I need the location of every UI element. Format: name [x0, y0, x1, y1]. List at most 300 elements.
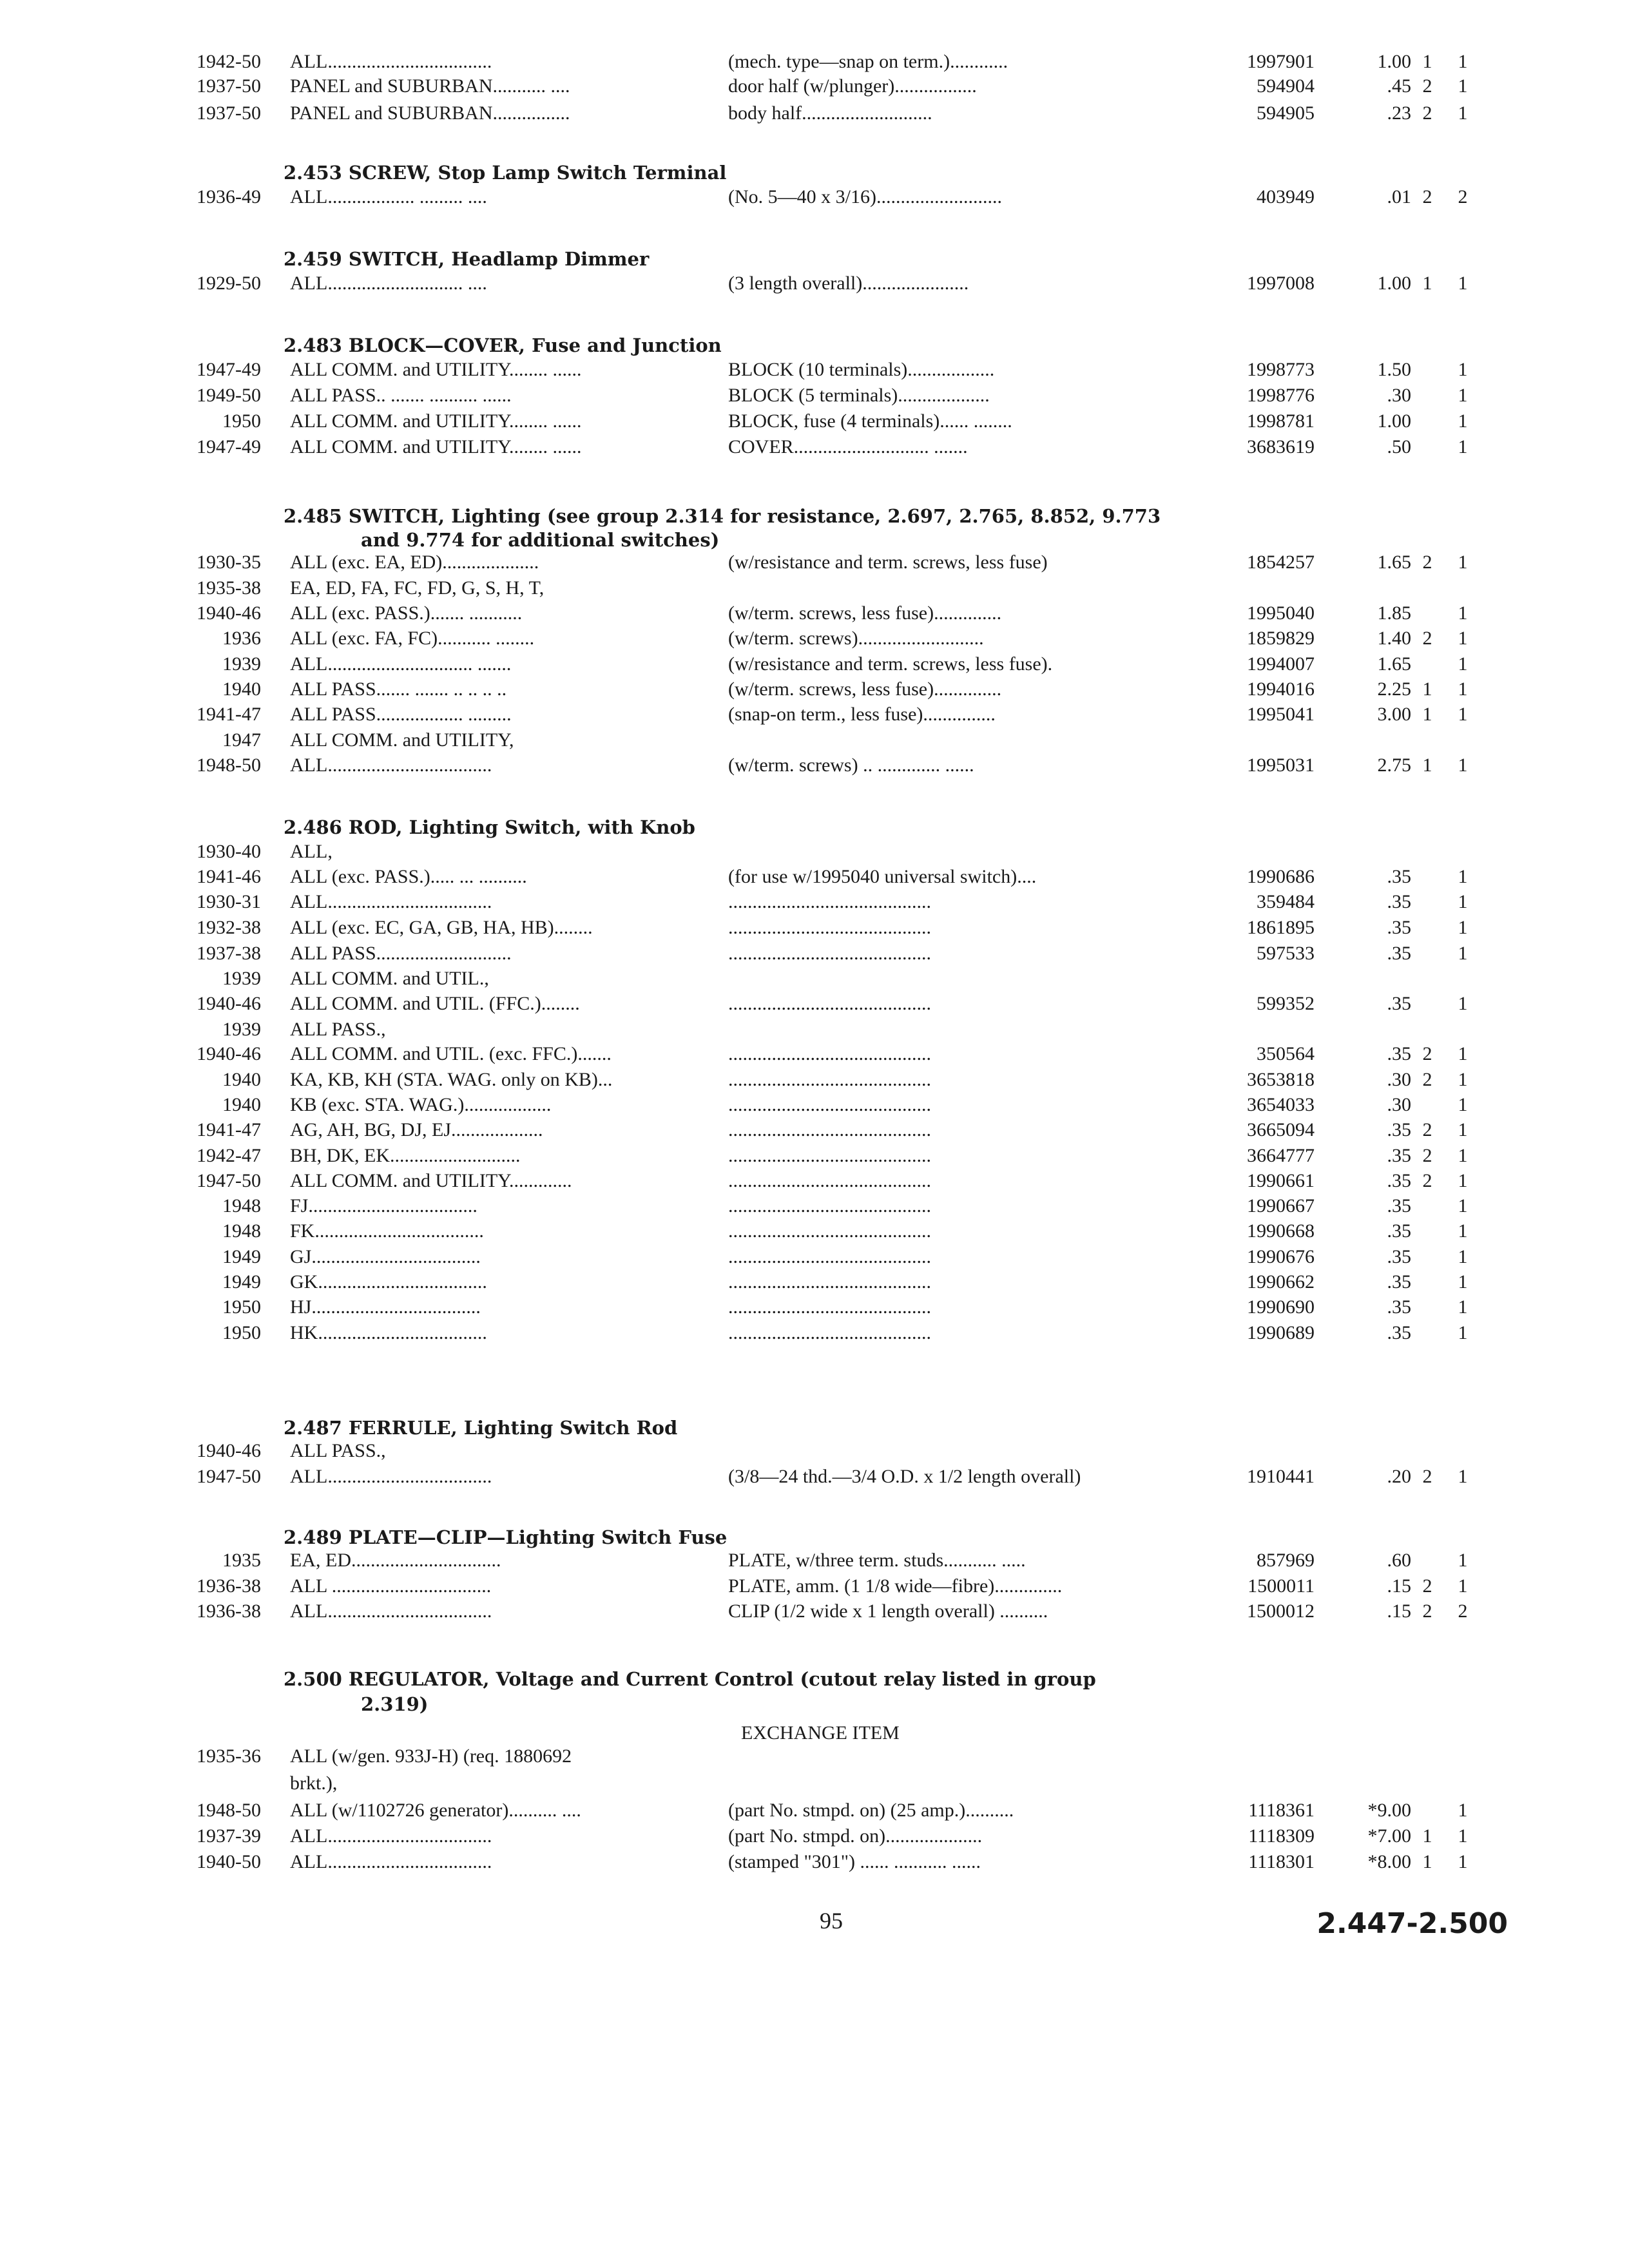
cell-price: 1.50 [1377, 359, 1411, 380]
cell-model: ALL.................................. [290, 1851, 492, 1872]
cell-part: 1500012 [1247, 1600, 1315, 1622]
cell-years: 1948-50 [197, 1800, 261, 1821]
cell-model: ALL PASS............................ [290, 943, 512, 964]
parts-row [0, 1464, 1629, 1490]
cell-desc: (part No. stmpd. on) (25 amp.).......... [728, 1800, 1014, 1821]
cell-desc: .......................................... [728, 1271, 931, 1293]
cell-model: ALL PASS....... ....... .. .. .. .. [290, 678, 507, 700]
page-range: 2.447-2.500 [1316, 1907, 1508, 1940]
cell-model: KB (exc. STA. WAG.).................. [290, 1094, 552, 1115]
cell-model: AG, AH, BG, DJ, EJ................... [290, 1119, 543, 1140]
cell-model: ALL COMM. and UTIL., [290, 968, 489, 989]
cell-q1: 1 [1422, 1825, 1432, 1847]
cell-desc: (No. 5—40 x 3/16).......................... [728, 186, 1002, 207]
cell-q2: 1 [1458, 410, 1468, 432]
parts-row [0, 184, 1629, 210]
cell-model: FK................................... [290, 1220, 484, 1242]
cell-q2: 1 [1458, 273, 1468, 294]
parts-row [0, 1548, 1629, 1573]
cell-q2: 1 [1458, 628, 1468, 649]
cell-price: .50 [1387, 436, 1411, 457]
cell-years: 1947-50 [197, 1170, 261, 1191]
parts-row [0, 626, 1629, 651]
cell-price: 2.75 [1377, 754, 1411, 776]
cell-price: .60 [1387, 1550, 1411, 1571]
cell-q2: 1 [1458, 1246, 1468, 1267]
cell-price: 3.00 [1377, 704, 1411, 725]
cell-years: 1937-50 [197, 102, 261, 124]
parts-row [0, 966, 1629, 992]
cell-q1: 2 [1422, 1043, 1432, 1064]
cell-desc: COVER............................ ....... [728, 436, 968, 457]
cell-part: 1995031 [1247, 754, 1315, 776]
cell-q2: 1 [1458, 917, 1468, 938]
cell-years: 1947-50 [197, 1466, 261, 1487]
cell-years: 1950 [222, 1322, 261, 1343]
cell-years: 1936 [222, 628, 261, 649]
cell-years: 1939 [222, 968, 261, 989]
section-heading: 2.500 REGULATOR, Voltage and Current Control (cutout relay listed in group [284, 1668, 1096, 1690]
cell-price: *8.00 [1367, 1851, 1411, 1872]
parts-row [0, 991, 1629, 1017]
parts-row [0, 941, 1629, 966]
cell-q2: 1 [1458, 1322, 1468, 1343]
cell-desc: .......................................... [728, 891, 931, 912]
cell-years: 1929-50 [197, 273, 261, 294]
cell-part: 403949 [1257, 186, 1315, 207]
cell-years: 1940 [222, 1069, 261, 1090]
cell-desc: (mech. type—snap on term.)............ [728, 51, 1008, 72]
cell-part: 1910441 [1247, 1466, 1315, 1487]
cell-price: 1.00 [1377, 273, 1411, 294]
parts-row [0, 727, 1629, 753]
cell-model: FJ................................... [290, 1195, 477, 1216]
cell-model: BH, DK, EK........................... [290, 1145, 521, 1166]
cell-years: 1930-40 [197, 841, 261, 862]
cell-part: 1990689 [1247, 1322, 1315, 1343]
cell-model: ALL (exc. PASS.)....... ........... [290, 602, 523, 624]
cell-model: ALL COMM. and UTILITY, [290, 729, 514, 751]
cell-years: 1936-38 [197, 1600, 261, 1622]
cell-q2: 1 [1458, 102, 1468, 124]
parts-row [0, 1117, 1629, 1143]
parts-row [0, 1573, 1629, 1599]
cell-desc: (3 length overall)...................... [728, 273, 969, 294]
cell-years: 1939 [222, 653, 261, 675]
parts-row [0, 357, 1629, 383]
cell-model: ALL.................................. [290, 1825, 492, 1847]
cell-model: ALL.................................. [290, 754, 492, 776]
parts-row [0, 1798, 1629, 1823]
cell-years: 1949 [222, 1246, 261, 1267]
parts-row [0, 1294, 1629, 1320]
parts-row [0, 601, 1629, 626]
cell-desc: (w/term. screws, less fuse).............. [728, 678, 1002, 700]
parts-row [0, 49, 1629, 75]
parts-row [0, 1744, 1629, 1769]
cell-price: 1.65 [1377, 552, 1411, 573]
cell-model: ALL COMM. and UTIL. (FFC.)........ [290, 993, 580, 1014]
cell-price: .30 [1387, 1069, 1411, 1090]
cell-q2: 1 [1458, 51, 1468, 72]
cell-model: PANEL and SUBURBAN................ [290, 102, 570, 124]
cell-model: GK................................... [290, 1271, 487, 1293]
cell-q2: 1 [1458, 1119, 1468, 1140]
cell-q2: 1 [1458, 1825, 1468, 1847]
cell-desc: .......................................... [728, 1170, 931, 1191]
section-heading-continuation: and 9.774 for additional switches) [361, 529, 720, 551]
cell-years: 1947 [222, 729, 261, 751]
cell-price: 1.40 [1377, 628, 1411, 649]
cell-price: .35 [1387, 943, 1411, 964]
cell-desc: .......................................... [728, 1145, 931, 1166]
cell-model: ALL.................................. [290, 891, 492, 912]
parts-row [0, 702, 1629, 727]
cell-desc: .......................................... [728, 1220, 931, 1242]
cell-q2: 1 [1458, 1069, 1468, 1090]
parts-row [0, 839, 1629, 865]
cell-part: 3664777 [1247, 1145, 1315, 1166]
cell-years: 1940 [222, 1094, 261, 1115]
parts-row [0, 383, 1629, 408]
cell-q2: 1 [1458, 704, 1468, 725]
cell-price: .35 [1387, 1043, 1411, 1064]
cell-q1: 2 [1422, 1170, 1432, 1191]
section-heading: 2.485 SWITCH, Lighting (see group 2.314 for resistance, 2.697, 2.765, 8.852, 9.773 [284, 505, 1161, 527]
cell-years: 1930-31 [197, 891, 261, 912]
cell-part: 857969 [1257, 1550, 1315, 1571]
cell-model: ALL ................................. [290, 1575, 492, 1597]
cell-years: 1949-50 [197, 385, 261, 406]
cell-model: ALL COMM. and UTILITY........ ...... [290, 410, 582, 432]
cell-q1: 2 [1422, 186, 1432, 207]
cell-price: 1.00 [1377, 410, 1411, 432]
cell-q2: 1 [1458, 1575, 1468, 1597]
cell-price: .35 [1387, 1119, 1411, 1140]
cell-years: 1948 [222, 1220, 261, 1242]
cell-q2: 1 [1458, 602, 1468, 624]
cell-q2: 1 [1458, 1800, 1468, 1821]
cell-desc: body half........................... [728, 102, 932, 124]
cell-price: .30 [1387, 385, 1411, 406]
cell-model: ALL PASS.................. ......... [290, 704, 512, 725]
cell-desc: BLOCK (10 terminals).................. [728, 359, 995, 380]
cell-price: .35 [1387, 1220, 1411, 1242]
cell-part: 1118301 [1248, 1851, 1315, 1872]
cell-part: 3665094 [1247, 1119, 1315, 1140]
cell-years: 1942-50 [197, 51, 261, 72]
parts-row [0, 434, 1629, 460]
cell-part: 1998776 [1247, 385, 1315, 406]
cell-q1: 2 [1422, 1119, 1432, 1140]
parts-row [0, 1193, 1629, 1219]
cell-model: ALL COMM. and UTILITY........ ...... [290, 436, 582, 457]
cell-price: .35 [1387, 1322, 1411, 1343]
cell-desc: .......................................... [728, 1094, 931, 1115]
cell-years: 1948 [222, 1195, 261, 1216]
cell-model: ALL COMM. and UTILITY........ ...... [290, 359, 582, 380]
cell-part: 3683619 [1247, 436, 1315, 457]
parts-row [0, 753, 1629, 778]
cell-desc: .......................................... [728, 1296, 931, 1318]
parts-row [0, 1269, 1629, 1295]
cell-desc: .......................................... [728, 993, 931, 1014]
cell-years: 1930-35 [197, 552, 261, 573]
cell-model: HK................................... [290, 1322, 487, 1343]
parts-row [0, 677, 1629, 702]
cell-years: 1939 [222, 1019, 261, 1040]
cell-part: 1998773 [1247, 359, 1315, 380]
cell-model: KA, KB, KH (STA. WAG. only on KB)... [290, 1069, 613, 1090]
cell-price: .20 [1387, 1466, 1411, 1487]
cell-part: 1994007 [1247, 653, 1315, 675]
cell-price: 2.25 [1377, 678, 1411, 700]
cell-desc: (part No. stmpd. on).................... [728, 1825, 983, 1847]
parts-row [0, 1244, 1629, 1270]
cell-q1: 2 [1422, 628, 1432, 649]
cell-model: HJ................................... [290, 1296, 481, 1318]
cell-q2: 2 [1458, 1600, 1468, 1622]
cell-years: 1936-38 [197, 1575, 261, 1597]
cell-price: .35 [1387, 891, 1411, 912]
cell-years: 1935-38 [197, 577, 261, 599]
cell-q2: 2 [1458, 186, 1468, 207]
parts-row [0, 1092, 1629, 1118]
cell-desc: .......................................... [728, 943, 931, 964]
parts-row [0, 864, 1629, 890]
cell-model: ALL.................................. [290, 1466, 492, 1487]
cell-price: .35 [1387, 1170, 1411, 1191]
exchange-item-label: EXCHANGE ITEM [741, 1722, 900, 1744]
section-heading: 2.489 PLATE—CLIP—Lighting Switch Fuse [284, 1526, 728, 1548]
parts-row [0, 1849, 1629, 1875]
cell-model: ALL (exc. FA, FC)........... ........ [290, 628, 535, 649]
cell-part: 1995040 [1247, 602, 1315, 624]
cell-model: EA, ED............................... [290, 1550, 501, 1571]
cell-desc: (snap-on term., less fuse)............... [728, 704, 996, 725]
parts-row [0, 1771, 1629, 1796]
cell-model: ALL.................................. [290, 51, 492, 72]
cell-model: ALL.................. ......... .... [290, 186, 487, 207]
cell-model: ALL, [290, 841, 333, 862]
parts-row [0, 1143, 1629, 1169]
cell-price: 1.65 [1377, 653, 1411, 675]
cell-years: 1947-49 [197, 359, 261, 380]
parts-row [0, 271, 1629, 296]
cell-desc: .......................................... [728, 1195, 931, 1216]
section-heading: 2.483 BLOCK—COVER, Fuse and Junction [284, 334, 722, 356]
parts-row [0, 101, 1629, 126]
cell-part: 597533 [1257, 943, 1315, 964]
cell-q2: 1 [1458, 359, 1468, 380]
cell-price: .35 [1387, 1195, 1411, 1216]
cell-part: 1990686 [1247, 866, 1315, 887]
cell-q1: 2 [1422, 1069, 1432, 1090]
cell-model: brkt.), [290, 1773, 338, 1794]
cell-part: 1998781 [1247, 410, 1315, 432]
cell-part: 1990668 [1247, 1220, 1315, 1242]
cell-price: .35 [1387, 993, 1411, 1014]
cell-part: 1995041 [1247, 704, 1315, 725]
cell-years: 1937-50 [197, 75, 261, 97]
cell-part: 1990667 [1247, 1195, 1315, 1216]
cell-q2: 1 [1458, 1466, 1468, 1487]
cell-model: ALL (w/gen. 933J-H) (req. 1880692 [290, 1745, 572, 1767]
cell-model: ALL (exc. EC, GA, GB, HA, HB)........ [290, 917, 593, 938]
cell-years: 1948-50 [197, 754, 261, 776]
cell-years: 1941-47 [197, 704, 261, 725]
cell-desc: PLATE, amm. (1 1/8 wide—fibre).............. [728, 1575, 1063, 1597]
cell-q2: 1 [1458, 891, 1468, 912]
cell-part: 1859829 [1247, 628, 1315, 649]
parts-row [0, 550, 1629, 575]
cell-part: 1118361 [1248, 1800, 1315, 1821]
cell-model: ALL.................................. [290, 1600, 492, 1622]
cell-desc: .......................................... [728, 1246, 931, 1267]
cell-years: 1940-46 [197, 1440, 261, 1461]
cell-price: 1.00 [1377, 51, 1411, 72]
parts-row [0, 1438, 1629, 1464]
cell-model: PANEL and SUBURBAN........... .... [290, 75, 570, 97]
cell-q2: 1 [1458, 678, 1468, 700]
cell-model: ALL (exc. PASS.)..... ... .......... [290, 866, 527, 887]
cell-model: ALL PASS., [290, 1019, 386, 1040]
cell-years: 1941-46 [197, 866, 261, 887]
cell-q2: 1 [1458, 943, 1468, 964]
cell-part: 3654033 [1247, 1094, 1315, 1115]
cell-model: ALL (w/1102726 generator).......... .... [290, 1800, 581, 1821]
cell-years: 1940-46 [197, 993, 261, 1014]
cell-years: 1949 [222, 1271, 261, 1293]
parts-row [0, 1823, 1629, 1849]
cell-desc: (w/term. screws).......................... [728, 628, 984, 649]
cell-price: .35 [1387, 1271, 1411, 1293]
cell-q1: 2 [1422, 75, 1432, 97]
cell-q2: 1 [1458, 1271, 1468, 1293]
cell-part: 1994016 [1247, 678, 1315, 700]
cell-years: 1935-36 [197, 1745, 261, 1767]
cell-part: 350564 [1257, 1043, 1315, 1064]
page-number: 95 [820, 1908, 843, 1934]
cell-desc: (w/resistance and term. screws, less fuse) [728, 552, 1048, 573]
section-heading: 2.453 SCREW, Stop Lamp Switch Terminal [284, 162, 727, 184]
cell-price: .23 [1387, 102, 1411, 124]
cell-q1: 1 [1422, 1851, 1432, 1872]
cell-desc: (3/8—24 thd.—3/4 O.D. x 1/2 length overall) [728, 1466, 1081, 1487]
cell-part: 1990661 [1247, 1170, 1315, 1191]
cell-part: 1990690 [1247, 1296, 1315, 1318]
cell-desc: .......................................... [728, 1069, 931, 1090]
cell-q1: 2 [1422, 552, 1432, 573]
parts-row [0, 1017, 1629, 1043]
cell-desc: .......................................... [728, 1322, 931, 1343]
cell-years: 1940-46 [197, 1043, 261, 1064]
cell-q1: 2 [1422, 1466, 1432, 1487]
section-heading: 2.487 FERRULE, Lighting Switch Rod [284, 1417, 678, 1439]
cell-model: ALL PASS.. ....... .......... ...... [290, 385, 512, 406]
cell-part: 594905 [1257, 102, 1315, 124]
cell-desc: .......................................... [728, 1043, 931, 1064]
parts-row [0, 915, 1629, 941]
cell-desc: .......................................... [728, 917, 931, 938]
cell-years: 1940 [222, 678, 261, 700]
cell-desc: (w/term. screws) .. ............. ...... [728, 754, 974, 776]
cell-q2: 1 [1458, 754, 1468, 776]
cell-years: 1937-39 [197, 1825, 261, 1847]
cell-desc: (for use w/1995040 universal switch).... [728, 866, 1037, 887]
cell-years: 1950 [222, 1296, 261, 1318]
cell-q2: 1 [1458, 1195, 1468, 1216]
cell-q2: 1 [1458, 1220, 1468, 1242]
cell-model: GJ................................... [290, 1246, 481, 1267]
cell-desc: BLOCK, fuse (4 terminals)...... ........ [728, 410, 1012, 432]
cell-part: 1854257 [1247, 552, 1315, 573]
cell-price: .15 [1387, 1575, 1411, 1597]
cell-years: 1940-50 [197, 1851, 261, 1872]
cell-q2: 1 [1458, 385, 1468, 406]
cell-part: 359484 [1257, 891, 1315, 912]
cell-desc: (w/term. screws, less fuse).............. [728, 602, 1002, 624]
cell-years: 1932-38 [197, 917, 261, 938]
cell-price: .35 [1387, 1296, 1411, 1318]
cell-price: .35 [1387, 1145, 1411, 1166]
cell-q1: 1 [1422, 273, 1432, 294]
cell-price: .35 [1387, 917, 1411, 938]
cell-price: .30 [1387, 1094, 1411, 1115]
cell-model: EA, ED, FA, FC, FD, G, S, H, T, [290, 577, 545, 599]
cell-part: 594904 [1257, 75, 1315, 97]
cell-q2: 1 [1458, 436, 1468, 457]
parts-row [0, 1320, 1629, 1346]
cell-years: 1941-47 [197, 1119, 261, 1140]
cell-price: .35 [1387, 866, 1411, 887]
parts-row [0, 1041, 1629, 1067]
cell-desc: (w/resistance and term. screws, less fuse). [728, 653, 1053, 675]
cell-desc: PLATE, w/three term. studs........... ..... [728, 1550, 1026, 1571]
cell-years: 1936-49 [197, 186, 261, 207]
cell-q1: 1 [1422, 678, 1432, 700]
cell-model: ALL COMM. and UTIL. (exc. FFC.)....... [290, 1043, 612, 1064]
cell-price: *7.00 [1367, 1825, 1411, 1847]
cell-price: .45 [1387, 75, 1411, 97]
section-heading: 2.486 ROD, Lighting Switch, with Knob [284, 816, 695, 838]
cell-part: 599352 [1257, 993, 1315, 1014]
cell-desc: BLOCK (5 terminals)................... [728, 385, 990, 406]
cell-part: 1500011 [1248, 1575, 1315, 1597]
cell-q1: 1 [1422, 51, 1432, 72]
cell-part: 1997008 [1247, 273, 1315, 294]
parts-row [0, 408, 1629, 434]
cell-q1: 2 [1422, 1600, 1432, 1622]
parts-row [0, 1168, 1629, 1194]
cell-q2: 1 [1458, 653, 1468, 675]
cell-model: ALL COMM. and UTILITY............. [290, 1170, 572, 1191]
cell-q2: 1 [1458, 552, 1468, 573]
cell-years: 1950 [222, 410, 261, 432]
cell-q2: 1 [1458, 993, 1468, 1014]
cell-years: 1937-38 [197, 943, 261, 964]
cell-q2: 1 [1458, 1550, 1468, 1571]
cell-q1: 2 [1422, 102, 1432, 124]
cell-part: 1861895 [1247, 917, 1315, 938]
cell-q2: 1 [1458, 1145, 1468, 1166]
cell-price: 1.85 [1377, 602, 1411, 624]
parts-row [0, 1218, 1629, 1244]
cell-years: 1947-49 [197, 436, 261, 457]
cell-part: 3653818 [1247, 1069, 1315, 1090]
cell-q2: 1 [1458, 1094, 1468, 1115]
cell-desc: .......................................... [728, 1119, 931, 1140]
